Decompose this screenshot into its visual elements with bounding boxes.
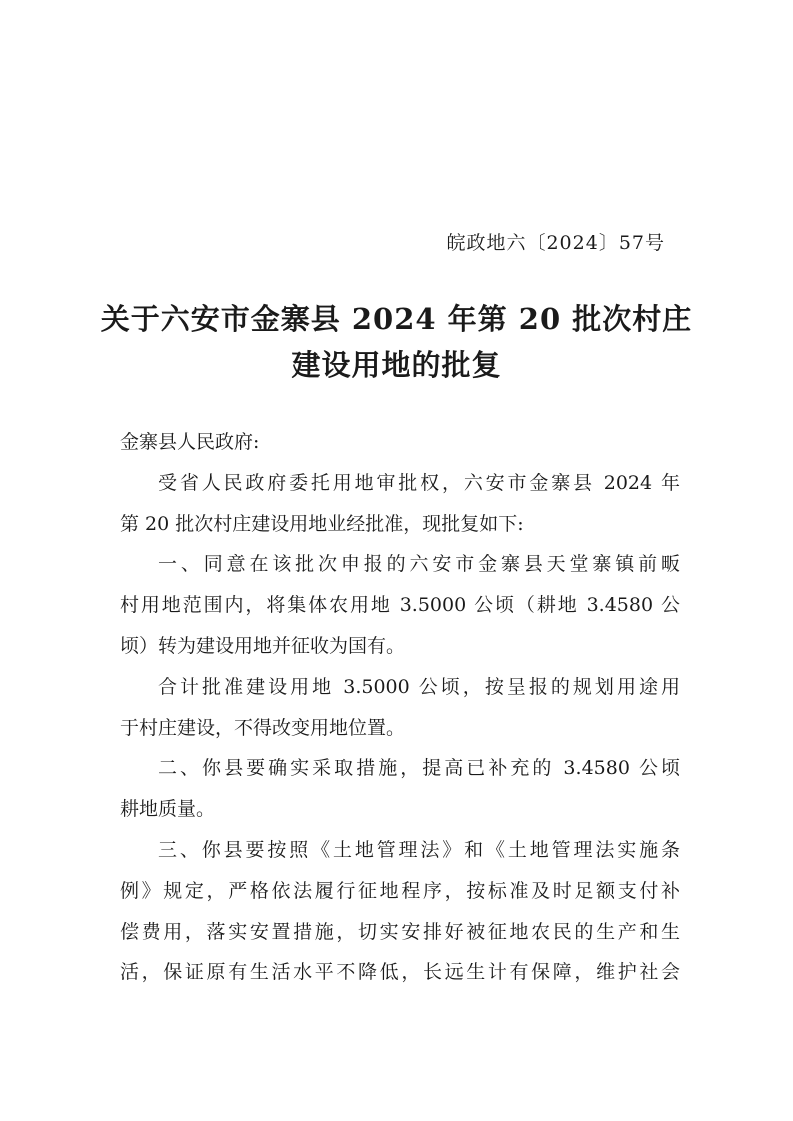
paragraph-line: 例》规定，严格依法履行征地程序，按标准及时足额支付补 — [120, 879, 680, 902]
paragraph-3 — [120, 667, 680, 749]
document-body — [120, 422, 680, 993]
document-title — [0, 296, 793, 388]
paragraph-line: 受省人民政府委托用地审批权，六安市金寨县 2024 年 — [158, 471, 680, 494]
paragraph-line: 活，保证原有生活水平不降低，长远生计有保障，维护社会 — [120, 961, 680, 984]
paragraph-line: 顷）转为建设用地并征收为国有。 — [120, 634, 406, 657]
paragraph-line: 一、同意在该批次申报的六安市金寨县天堂寨镇前畈 — [158, 553, 680, 576]
salutation: 金寨县人民政府: — [120, 431, 260, 453]
paragraph-1 — [120, 463, 680, 545]
paragraph-4 — [120, 748, 680, 830]
paragraph-line: 第 20 批次村庄建设用地业经批准，现批复如下: — [120, 512, 524, 535]
paragraph-5 — [120, 830, 680, 993]
paragraph-line: 于村庄建设，不得改变用地位置。 — [120, 716, 406, 739]
paragraph-line: 偿费用，落实安置措施，切实安排好被征地农民的生产和生 — [120, 920, 680, 943]
document-number: 皖政地六〔2024〕57号 — [446, 232, 665, 254]
title-line-1: 关于六安市金寨县 2024 年第 20 批次村庄 — [100, 302, 693, 336]
paragraph-2 — [120, 544, 680, 666]
paragraph-line: 村用地范围内，将集体农用地 3.5000 公顷（耕地 3.4580 公 — [120, 594, 680, 617]
paragraph-line: 三、你县要按照《土地管理法》和《土地管理法实施条 — [158, 838, 680, 861]
title-line-2: 建设用地的批复 — [291, 348, 502, 382]
paragraph-line: 合计批准建设用地 3.5000 公顷，按呈报的规划用途用 — [158, 675, 680, 698]
paragraph-line: 耕地质量。 — [120, 798, 216, 821]
paragraph-line: 二、你县要确实采取措施，提高已补充的 3.4580 公顷 — [158, 757, 680, 780]
